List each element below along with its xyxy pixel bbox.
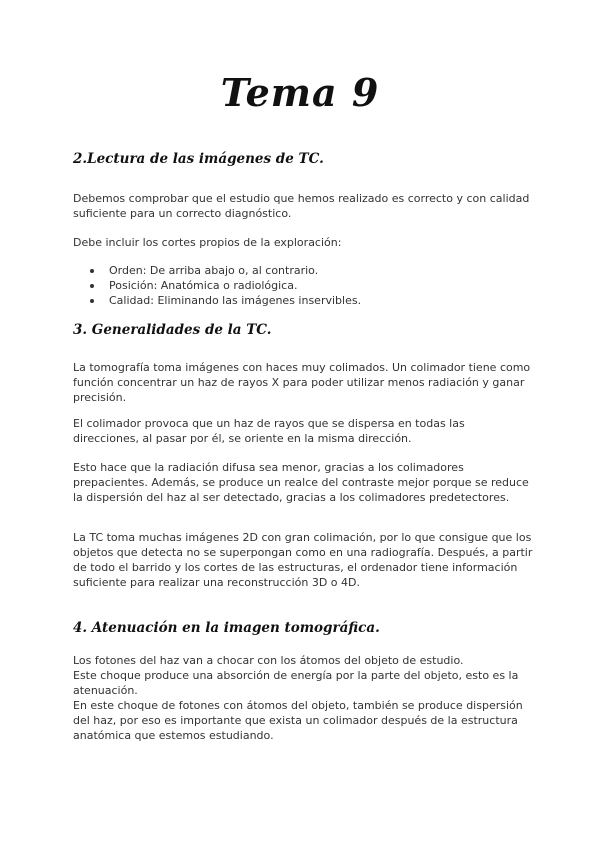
paragraph: Esto hace que la radiación difusa sea menor, gracias a los colimadores prepacientes. Además, se produce un realce del contraste mejor porque se reduce la dispersión del haz al ser detectado, gracias a los colimadores predetectores. bbox=[73, 461, 529, 504]
paragraph: La tomografía toma imágenes con haces muy colimados. Un colimador tiene como función concentrar un haz de rayos X para poder utilizar menos radiación y ganar precisión. bbox=[73, 361, 531, 404]
paragraph: Debemos comprobar que el estudio que hemos realizado es correcto y con calidad suficiente para un correcto diagnóstico. bbox=[73, 192, 530, 220]
section-heading-atenuacion: 4. Atenuación en la imagen tomográfica. bbox=[73, 620, 380, 636]
page-title: Tema 9 bbox=[220, 70, 380, 115]
section-heading-generalidades: 3. Generalidades de la TC. bbox=[73, 322, 272, 338]
section-heading-lectura: 2.Lectura de las imágenes de TC. bbox=[73, 151, 324, 167]
paragraph: Debe incluir los cortes propios de la exploración: bbox=[73, 236, 342, 249]
paragraph: El colimador provoca que un haz de rayos que se dispersa en todas las direcciones, al pasar por él, se oriente en la misma dirección. bbox=[73, 417, 465, 445]
list-item: Orden: De arriba abajo o, al contrario. bbox=[90, 263, 530, 278]
paragraph: La TC toma muchas imágenes 2D con gran colimación, por lo que consigue que los objetos que detecta no se superpongan como en una radiografía. Después, a partir de todo el barrido y los cortes de las estructuras, el ordenador tiene información suficiente para realizar una reconstrucción 3D o 4D. bbox=[73, 531, 533, 589]
bullet-list bbox=[90, 263, 530, 308]
paragraph: Los fotones del haz van a chocar con los átomos del objeto de estudio. Este choque produce una absorción de energía por la parte del objeto, esto es la atenuación. En este choque de fotones con átomos del objeto, también se produce dispersión del haz, por eso es importante que exista un colimador después de la estructura anatómica que estemos estudiando. bbox=[73, 654, 523, 742]
list-item: Posición: Anatómica o radiológica. bbox=[90, 278, 530, 293]
list-item: Calidad: Eliminando las imágenes inservibles. bbox=[90, 293, 530, 308]
